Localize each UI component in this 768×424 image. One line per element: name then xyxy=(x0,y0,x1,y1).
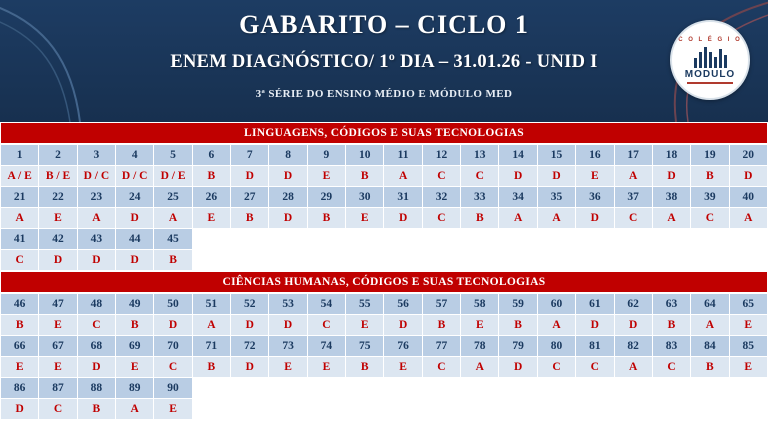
question-number-cell: 34 xyxy=(499,187,537,208)
empty-cell xyxy=(652,229,690,250)
empty-cell xyxy=(307,399,345,420)
answer-cell: E xyxy=(39,357,77,378)
answer-cell: B xyxy=(691,166,729,187)
answer-cell: B xyxy=(231,208,269,229)
answer-cell: A xyxy=(116,399,154,420)
answer-cell: E xyxy=(154,399,192,420)
question-number-cell: 37 xyxy=(614,187,652,208)
answer-cell: B xyxy=(499,315,537,336)
question-number-cell: 6 xyxy=(192,145,230,166)
question-number-cell: 27 xyxy=(231,187,269,208)
question-number-cell: 36 xyxy=(576,187,614,208)
empty-cell xyxy=(192,229,230,250)
answer-cell: D xyxy=(231,166,269,187)
answer-cell: D xyxy=(576,208,614,229)
empty-cell xyxy=(537,399,575,420)
answer-cell: C xyxy=(1,250,39,271)
question-number-cell: 67 xyxy=(39,336,77,357)
page-title: GABARITO – CICLO 1 xyxy=(239,10,529,39)
answer-cell: D xyxy=(384,208,422,229)
empty-cell xyxy=(614,250,652,271)
answer-cell: D / C xyxy=(116,166,154,187)
question-number-cell: 57 xyxy=(422,294,460,315)
empty-cell xyxy=(576,250,614,271)
empty-cell xyxy=(422,399,460,420)
question-number-cell: 46 xyxy=(1,294,39,315)
empty-cell xyxy=(537,378,575,399)
answer-cell: E xyxy=(576,166,614,187)
answer-cell: E xyxy=(729,315,767,336)
question-number-cell: 80 xyxy=(537,336,575,357)
answer-cell: A xyxy=(77,208,115,229)
answer-cell: C xyxy=(576,357,614,378)
answer-cell: B xyxy=(461,208,499,229)
empty-cell xyxy=(499,250,537,271)
answer-cell: D xyxy=(154,315,192,336)
answer-cell: D xyxy=(269,315,307,336)
question-number-cell: 54 xyxy=(307,294,345,315)
empty-cell xyxy=(231,229,269,250)
question-number-cell: 20 xyxy=(729,145,767,166)
question-number-cell: 69 xyxy=(116,336,154,357)
answer-grid xyxy=(0,293,768,420)
empty-cell xyxy=(384,399,422,420)
answer-cell: C xyxy=(537,357,575,378)
answer-cell: C xyxy=(691,208,729,229)
question-number-cell: 71 xyxy=(192,336,230,357)
question-number-cell: 41 xyxy=(1,229,39,250)
answer-cell: D / E xyxy=(154,166,192,187)
question-number-cell: 8 xyxy=(269,145,307,166)
answer-cell: C xyxy=(154,357,192,378)
answer-cell: D xyxy=(77,250,115,271)
question-number-cell: 43 xyxy=(77,229,115,250)
question-number-cell: 45 xyxy=(154,229,192,250)
empty-cell xyxy=(614,399,652,420)
table-row-numbers xyxy=(1,336,768,357)
answer-cell: A xyxy=(384,166,422,187)
question-number-cell: 90 xyxy=(154,378,192,399)
section-band: CIÊNCIAS HUMANAS, CÓDIGOS E SUAS TECNOLOGIAS xyxy=(0,271,768,293)
question-number-cell: 26 xyxy=(192,187,230,208)
empty-cell xyxy=(192,378,230,399)
table-row-answers xyxy=(1,399,768,420)
question-number-cell: 24 xyxy=(116,187,154,208)
answer-cell: D xyxy=(116,250,154,271)
question-number-cell: 15 xyxy=(537,145,575,166)
empty-cell xyxy=(576,229,614,250)
answer-cell: A xyxy=(499,208,537,229)
logo-name: MODULO xyxy=(684,68,736,80)
answer-cell: B xyxy=(1,315,39,336)
empty-cell xyxy=(269,229,307,250)
question-number-cell: 44 xyxy=(116,229,154,250)
question-number-cell: 66 xyxy=(1,336,39,357)
question-number-cell: 58 xyxy=(461,294,499,315)
empty-cell xyxy=(499,229,537,250)
empty-cell xyxy=(231,378,269,399)
answer-cell: B xyxy=(154,250,192,271)
empty-cell xyxy=(652,378,690,399)
question-number-cell: 64 xyxy=(691,294,729,315)
answer-cell: E xyxy=(307,357,345,378)
question-number-cell: 31 xyxy=(384,187,422,208)
question-number-cell: 7 xyxy=(231,145,269,166)
question-number-cell: 62 xyxy=(614,294,652,315)
empty-cell xyxy=(307,250,345,271)
question-number-cell: 42 xyxy=(39,229,77,250)
question-number-cell: 25 xyxy=(154,187,192,208)
answer-cell: D xyxy=(537,166,575,187)
table-row-answers xyxy=(1,208,768,229)
answer-cell: B xyxy=(307,208,345,229)
question-number-cell: 65 xyxy=(729,294,767,315)
question-number-cell: 75 xyxy=(346,336,384,357)
question-number-cell: 76 xyxy=(384,336,422,357)
answer-cell: C xyxy=(461,166,499,187)
logo-bars-icon xyxy=(694,46,727,68)
answer-cell: D xyxy=(269,166,307,187)
empty-cell xyxy=(691,229,729,250)
question-number-cell: 79 xyxy=(499,336,537,357)
header-banner xyxy=(0,0,768,122)
answer-cell: A xyxy=(652,208,690,229)
empty-cell xyxy=(499,399,537,420)
question-number-cell: 22 xyxy=(39,187,77,208)
question-number-cell: 52 xyxy=(231,294,269,315)
question-number-cell: 47 xyxy=(39,294,77,315)
question-number-cell: 77 xyxy=(422,336,460,357)
answer-cell: E xyxy=(729,357,767,378)
empty-cell xyxy=(461,399,499,420)
question-number-cell: 9 xyxy=(307,145,345,166)
logo-top-text: C O L É G I O xyxy=(678,36,742,43)
answer-cell: E xyxy=(192,208,230,229)
question-number-cell: 60 xyxy=(537,294,575,315)
answer-sections xyxy=(0,122,768,420)
answer-cell: B xyxy=(192,166,230,187)
page-subtitle: ENEM DIAGNÓSTICO/ 1º DIA – 31.01.26 - UNID I xyxy=(170,52,598,72)
empty-cell xyxy=(346,229,384,250)
question-number-cell: 88 xyxy=(77,378,115,399)
answer-cell: D xyxy=(269,208,307,229)
question-number-cell: 70 xyxy=(154,336,192,357)
answer-cell: E xyxy=(269,357,307,378)
answer-cell: B xyxy=(116,315,154,336)
question-number-cell: 73 xyxy=(269,336,307,357)
empty-cell xyxy=(461,229,499,250)
question-number-cell: 49 xyxy=(116,294,154,315)
answer-cell: C xyxy=(422,208,460,229)
empty-cell xyxy=(691,399,729,420)
answer-cell: E xyxy=(116,357,154,378)
empty-cell xyxy=(384,229,422,250)
empty-cell xyxy=(269,399,307,420)
question-number-cell: 48 xyxy=(77,294,115,315)
question-number-cell: 87 xyxy=(39,378,77,399)
answer-cell: C xyxy=(307,315,345,336)
answer-cell: E xyxy=(307,166,345,187)
question-number-cell: 35 xyxy=(537,187,575,208)
question-number-cell: 19 xyxy=(691,145,729,166)
answer-cell: E xyxy=(346,315,384,336)
question-number-cell: 85 xyxy=(729,336,767,357)
question-number-cell: 61 xyxy=(576,294,614,315)
answer-cell: C xyxy=(422,166,460,187)
answer-cell: D xyxy=(499,357,537,378)
answer-cell: B xyxy=(652,315,690,336)
empty-cell xyxy=(346,378,384,399)
question-number-cell: 51 xyxy=(192,294,230,315)
question-number-cell: 72 xyxy=(231,336,269,357)
question-number-cell: 59 xyxy=(499,294,537,315)
answer-cell: B xyxy=(691,357,729,378)
answer-cell: A xyxy=(537,315,575,336)
answer-cell: D xyxy=(231,357,269,378)
empty-cell xyxy=(192,250,230,271)
answer-cell: B xyxy=(346,357,384,378)
answer-cell: E xyxy=(384,357,422,378)
empty-cell xyxy=(307,378,345,399)
answer-cell: A xyxy=(1,208,39,229)
answer-cell: D xyxy=(231,315,269,336)
answer-cell: D xyxy=(499,166,537,187)
question-number-cell: 33 xyxy=(461,187,499,208)
answer-cell: A xyxy=(614,166,652,187)
empty-cell xyxy=(499,378,537,399)
question-number-cell: 17 xyxy=(614,145,652,166)
question-number-cell: 81 xyxy=(576,336,614,357)
answer-cell: A xyxy=(461,357,499,378)
answer-cell: D xyxy=(729,166,767,187)
table-row-answers xyxy=(1,250,768,271)
logo-rule xyxy=(687,82,733,84)
question-number-cell: 21 xyxy=(1,187,39,208)
empty-cell xyxy=(422,378,460,399)
question-number-cell: 78 xyxy=(461,336,499,357)
question-number-cell: 84 xyxy=(691,336,729,357)
question-number-cell: 53 xyxy=(269,294,307,315)
answer-cell: D xyxy=(77,357,115,378)
question-number-cell: 63 xyxy=(652,294,690,315)
question-number-cell: 16 xyxy=(576,145,614,166)
question-number-cell: 83 xyxy=(652,336,690,357)
question-number-cell: 13 xyxy=(461,145,499,166)
answer-cell: C xyxy=(422,357,460,378)
question-number-cell: 14 xyxy=(499,145,537,166)
question-number-cell: 82 xyxy=(614,336,652,357)
empty-cell xyxy=(729,229,767,250)
answer-cell: A xyxy=(192,315,230,336)
table-row-numbers xyxy=(1,378,768,399)
empty-cell xyxy=(269,378,307,399)
answer-cell: B xyxy=(77,399,115,420)
answer-cell: B / E xyxy=(39,166,77,187)
empty-cell xyxy=(307,229,345,250)
answer-cell: D xyxy=(116,208,154,229)
answer-cell: E xyxy=(39,315,77,336)
answer-cell: E xyxy=(346,208,384,229)
question-number-cell: 28 xyxy=(269,187,307,208)
question-number-cell: 4 xyxy=(116,145,154,166)
empty-cell xyxy=(652,250,690,271)
question-number-cell: 56 xyxy=(384,294,422,315)
answer-cell: A xyxy=(154,208,192,229)
question-number-cell: 32 xyxy=(422,187,460,208)
question-number-cell: 11 xyxy=(384,145,422,166)
empty-cell xyxy=(192,399,230,420)
question-number-cell: 40 xyxy=(729,187,767,208)
answer-cell: C xyxy=(39,399,77,420)
empty-cell xyxy=(691,378,729,399)
table-row-numbers xyxy=(1,229,768,250)
question-number-cell: 68 xyxy=(77,336,115,357)
empty-cell xyxy=(346,399,384,420)
answer-cell: D xyxy=(1,399,39,420)
answer-cell: D xyxy=(384,315,422,336)
empty-cell xyxy=(461,250,499,271)
answer-cell: E xyxy=(461,315,499,336)
empty-cell xyxy=(652,399,690,420)
answer-cell: B xyxy=(422,315,460,336)
answer-cell: A xyxy=(614,357,652,378)
empty-cell xyxy=(691,250,729,271)
empty-cell xyxy=(346,250,384,271)
empty-cell xyxy=(422,229,460,250)
answer-cell: B xyxy=(346,166,384,187)
table-row-answers xyxy=(1,357,768,378)
table-row-answers xyxy=(1,315,768,336)
question-number-cell: 29 xyxy=(307,187,345,208)
empty-cell xyxy=(729,399,767,420)
question-number-cell: 30 xyxy=(346,187,384,208)
answer-cell: D xyxy=(614,315,652,336)
empty-cell xyxy=(576,399,614,420)
answer-cell: A xyxy=(729,208,767,229)
question-number-cell: 50 xyxy=(154,294,192,315)
answer-cell: A xyxy=(691,315,729,336)
answer-grid xyxy=(0,144,768,271)
question-number-cell: 5 xyxy=(154,145,192,166)
question-number-cell: 2 xyxy=(39,145,77,166)
empty-cell xyxy=(729,378,767,399)
answer-cell: E xyxy=(39,208,77,229)
answer-cell: E xyxy=(1,357,39,378)
answer-cell: D xyxy=(652,166,690,187)
empty-cell xyxy=(614,378,652,399)
question-number-cell: 38 xyxy=(652,187,690,208)
question-number-cell: 10 xyxy=(346,145,384,166)
question-number-cell: 74 xyxy=(307,336,345,357)
empty-cell xyxy=(422,250,460,271)
answer-cell: C xyxy=(652,357,690,378)
empty-cell xyxy=(231,250,269,271)
question-number-cell: 3 xyxy=(77,145,115,166)
empty-cell xyxy=(537,250,575,271)
question-number-cell: 12 xyxy=(422,145,460,166)
empty-cell xyxy=(461,378,499,399)
table-row-numbers xyxy=(1,145,768,166)
answer-cell: D xyxy=(39,250,77,271)
question-number-cell: 18 xyxy=(652,145,690,166)
empty-cell xyxy=(537,229,575,250)
answer-cell: B xyxy=(192,357,230,378)
answer-cell: A xyxy=(537,208,575,229)
empty-cell xyxy=(269,250,307,271)
question-number-cell: 1 xyxy=(1,145,39,166)
table-row-numbers xyxy=(1,187,768,208)
question-number-cell: 55 xyxy=(346,294,384,315)
answer-cell: D xyxy=(576,315,614,336)
empty-cell xyxy=(384,250,422,271)
answer-cell: C xyxy=(77,315,115,336)
empty-cell xyxy=(231,399,269,420)
table-row-numbers xyxy=(1,294,768,315)
answer-cell: C xyxy=(614,208,652,229)
empty-cell xyxy=(614,229,652,250)
school-logo xyxy=(670,20,750,100)
section-band: LINGUAGENS, CÓDIGOS E SUAS TECNOLOGIAS xyxy=(0,122,768,144)
empty-cell xyxy=(384,378,422,399)
question-number-cell: 39 xyxy=(691,187,729,208)
empty-cell xyxy=(729,250,767,271)
answer-cell: D / C xyxy=(77,166,115,187)
table-row-answers xyxy=(1,166,768,187)
empty-cell xyxy=(576,378,614,399)
question-number-cell: 86 xyxy=(1,378,39,399)
page-subtitle-secondary: 3ª SÉRIE DO ENSINO MÉDIO E MÓDULO MED xyxy=(255,88,513,100)
question-number-cell: 23 xyxy=(77,187,115,208)
question-number-cell: 89 xyxy=(116,378,154,399)
answer-cell: A / E xyxy=(1,166,39,187)
